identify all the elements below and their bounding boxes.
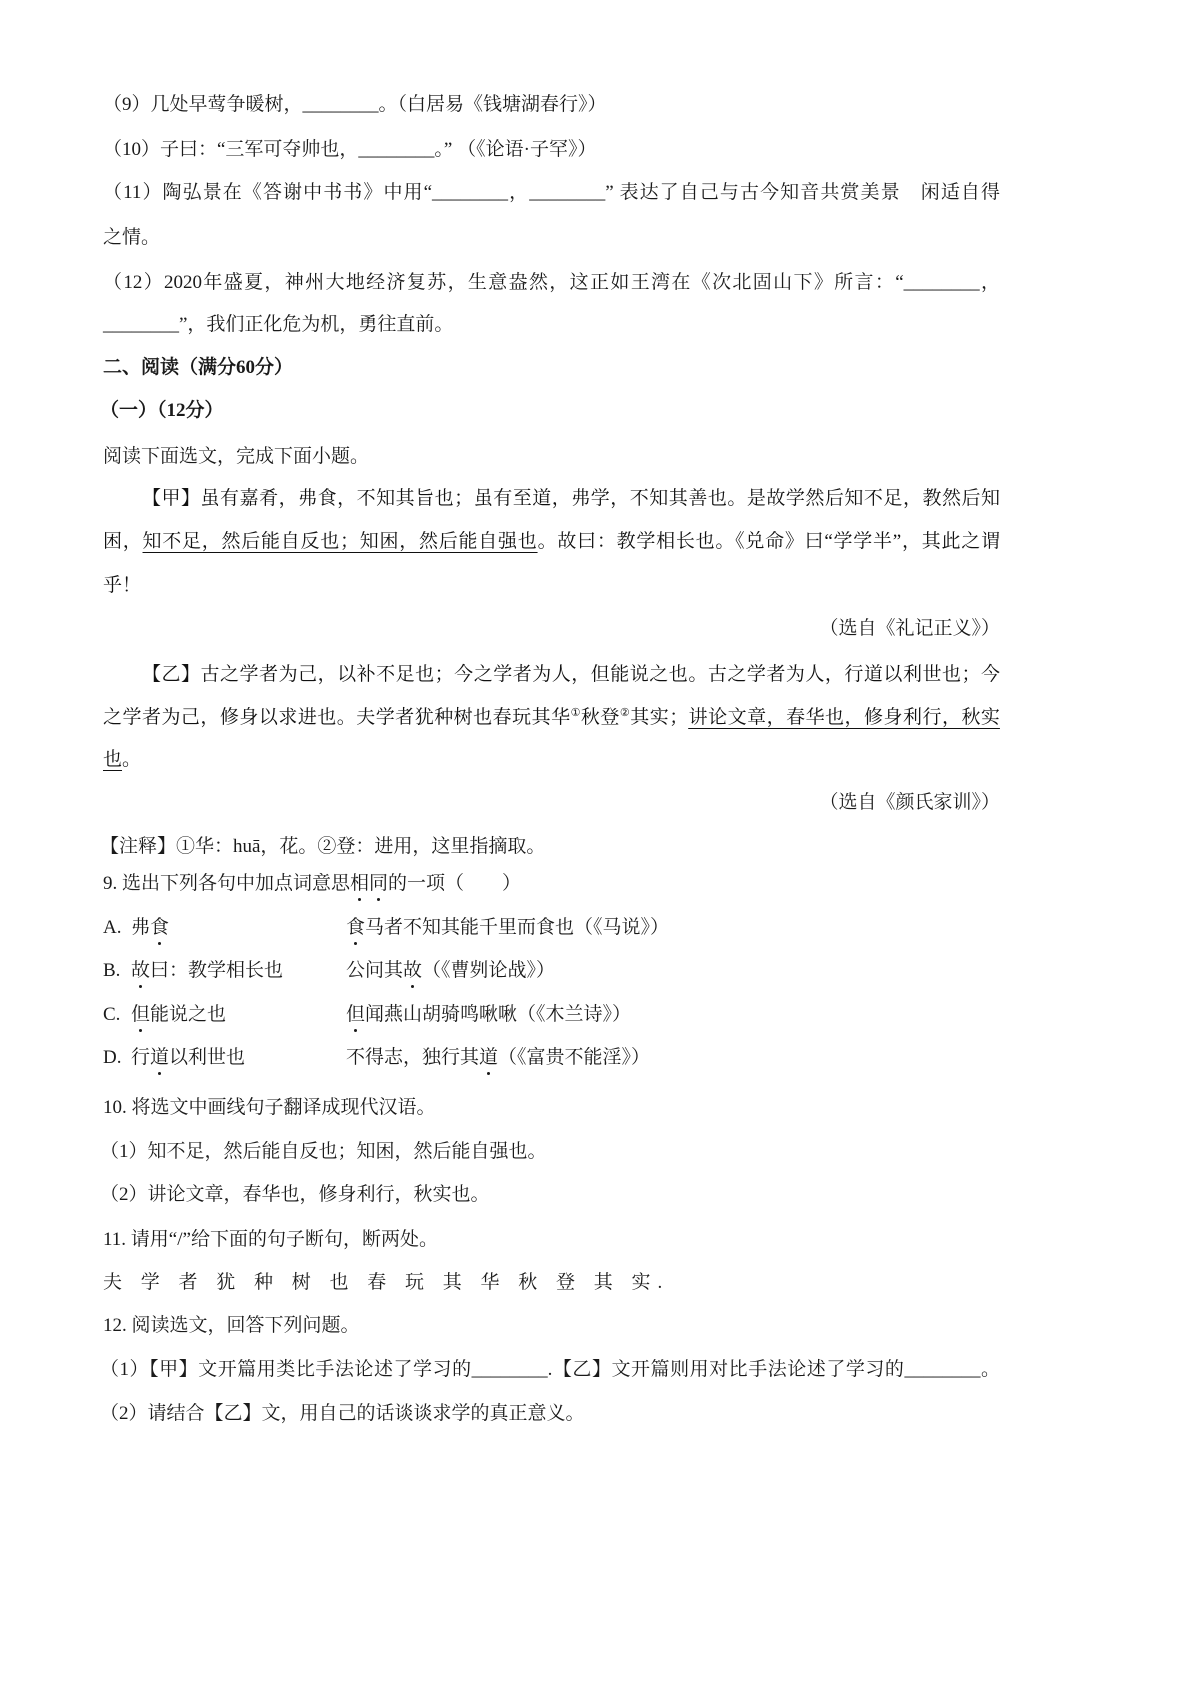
- text-segment: 行: [131, 1047, 151, 1068]
- option-a: [103, 915, 1000, 941]
- question-12-sub-1: （1）【甲】文开篇用类比手法论述了学习的________.【乙】文开篇则用对比手法论述了学习的________。: [100, 1359, 1000, 1380]
- underlined-sentence: 知不足，然后能自反也；知困，然后能自强也: [142, 531, 538, 552]
- option-c: [103, 1002, 1000, 1028]
- option-b: [103, 958, 1000, 984]
- option-right-text: [346, 1002, 631, 1028]
- question-9-stem-text: 9. 选出下列各句中加点词意思: [103, 873, 351, 894]
- underlined-sentence: 也: [103, 749, 123, 770]
- question-12-stem: 12. 阅读选文，回答下列问题。: [103, 1315, 360, 1336]
- option-letter: D.: [103, 1047, 122, 1068]
- question-9-stem-text: 的一项（ ）: [388, 873, 522, 894]
- option-letter: B.: [103, 960, 121, 981]
- recitation-item-11-line-2: 之情。: [103, 227, 161, 248]
- emphasis-char: 道: [150, 1045, 169, 1071]
- text-segment: （《曹刿论战》）: [422, 960, 556, 981]
- question-11-sentence: [103, 1270, 1000, 1296]
- emphasis-char: 故: [403, 958, 422, 984]
- option-left-text: [131, 915, 169, 941]
- emphasis-char: 同: [369, 871, 388, 897]
- text-segment: 马者不知其能千里而食也（《马说》）: [365, 917, 670, 938]
- question-10-stem: 10. 将选文中画线句子翻译成现代汉语。: [103, 1097, 436, 1118]
- sentence-to-punctuate: 夫 学 者 犹 种 树 也 春 玩 其 华 秋 登 其 实.: [103, 1272, 670, 1293]
- passage-yi-text: 。: [122, 749, 142, 770]
- option-d: [103, 1045, 1000, 1071]
- passage-jia-text: 困，: [103, 531, 143, 552]
- text-segment: （《富贵不能淫》）: [498, 1047, 651, 1068]
- passage-jia-source: （选自《礼记正义》）: [819, 618, 1000, 639]
- part-heading: （一）（12分）: [100, 400, 224, 421]
- passage-yi-text: 之学者为己，修身以求进也。夫学者犹种树也春玩其华: [103, 707, 571, 728]
- question-11-stem: 11. 请用“/”给下面的句子断句，断两处。: [103, 1229, 438, 1250]
- option-right-text: [346, 958, 555, 984]
- passage-jia-line-1: 【甲】虽有嘉肴，弗食，不知其旨也；虽有至道，弗学，不知其善也。是故学然后知不足，教然后知: [142, 488, 1000, 509]
- passage-yi-line-3: [103, 747, 1000, 773]
- text-segment: 弗: [131, 917, 151, 938]
- recitation-item-12-line-2: ________”，我们正化危为机，勇往直前。: [103, 314, 454, 335]
- passage-yi-source: （选自《颜氏家训》）: [819, 792, 1000, 813]
- text-segment: 闻燕山胡骑鸣啾啾（《木兰诗》）: [365, 1004, 632, 1025]
- emphasis-char: 道: [479, 1045, 498, 1071]
- option-right-text: [346, 915, 669, 941]
- recitation-item-12-line-1: （12）2020年盛夏，神州大地经济复苏，生意盎然，这正如王湾在《次北固山下》所言：“________，: [103, 272, 1000, 293]
- recitation-item-9: （9）几处早莺争暖树，________。（白居易《钱塘湖春行》）: [103, 94, 607, 115]
- question-9-stem: [103, 871, 1000, 897]
- emphasis-char: 食: [150, 915, 169, 941]
- emphasis-char: 故: [131, 958, 150, 984]
- passage-yi-text: 其实；: [630, 707, 689, 728]
- passage-jia-text: 。故曰：教学相长也。《兑命》曰“学学半”，其此之谓: [537, 531, 1000, 552]
- text-segment: 以利世也: [169, 1047, 246, 1068]
- annotation-note: 【注释】①华：huā，花。②登：进用，这里指摘取。: [100, 836, 546, 857]
- passage-jia-line-3: 乎！: [103, 575, 142, 596]
- passage-yi-line-2: [103, 705, 1000, 731]
- option-letter: A.: [103, 917, 122, 938]
- footnote-marker-1: ①: [570, 707, 581, 719]
- reading-instruction: 阅读下面选文，完成下面小题。: [103, 446, 370, 467]
- option-left-text: [131, 1045, 245, 1071]
- question-10-sub-2: （2）讲论文章，春华也，修身利行，秋实也。: [100, 1184, 490, 1205]
- option-right-text: [346, 1045, 650, 1071]
- question-12-sub-2: （2）请结合【乙】文，用自己的话谈谈求学的真正意义。: [100, 1403, 585, 1424]
- emphasis-char: 相: [350, 871, 369, 897]
- recitation-item-11-line-1: （11）陶弘景在《答谢中书书》中用“________，________” 表达了自己与古今知音共赏美景 闲适自得: [103, 182, 1000, 203]
- underlined-sentence: 讲论文章，春华也，修身利行，秋实: [688, 707, 1000, 728]
- question-10-sub-1: （1）知不足，然后能自反也；知困，然后能自强也。: [100, 1141, 547, 1162]
- emphasized-word: [350, 873, 388, 894]
- text-segment: 公问其: [346, 960, 404, 981]
- text-segment: 曰：教学相长也: [150, 960, 284, 981]
- section-heading: 二、阅读（满分60分）: [103, 357, 294, 378]
- passage-jia-line-2: [103, 529, 1000, 555]
- passage-yi-line-1: 【乙】古之学者为己，以补不足也；今之学者为人，但能说之也。古之学者为人，行道以利世也；今: [142, 664, 1000, 685]
- text-segment: 能说之也: [150, 1004, 227, 1025]
- option-letter: C.: [103, 1004, 121, 1025]
- emphasis-char: 但: [131, 1002, 150, 1028]
- footnote-marker-2: ②: [619, 707, 631, 719]
- emphasis-char: 食: [346, 915, 365, 941]
- option-left-text: [131, 1002, 226, 1028]
- recitation-item-10: （10）子曰：“三军可夺帅也，________。” （《论语·子罕》）: [103, 139, 597, 160]
- passage-yi-text: 秋登: [580, 707, 620, 728]
- emphasis-char: 但: [346, 1002, 365, 1028]
- text-segment: 不得志，独行其: [346, 1047, 480, 1068]
- option-left-text: [131, 958, 283, 984]
